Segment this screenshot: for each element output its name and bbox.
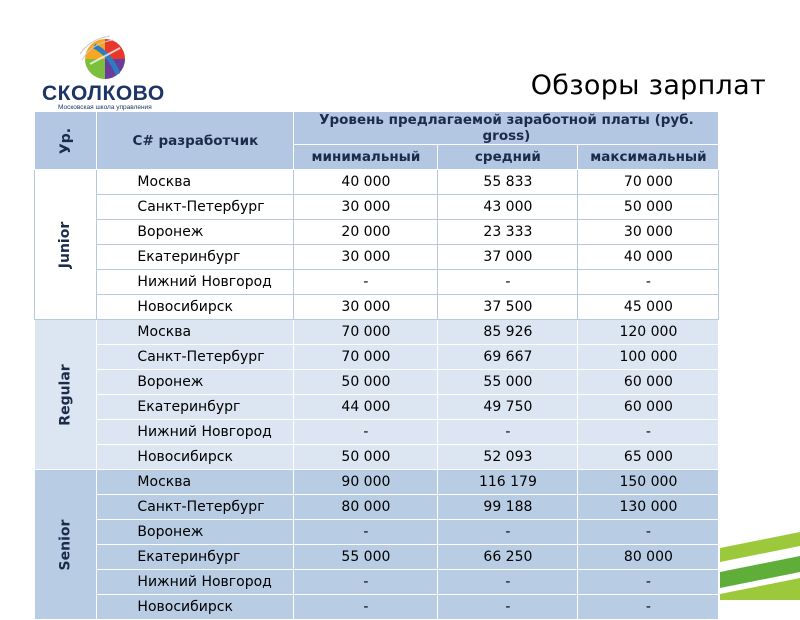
max-cell: -	[578, 595, 719, 620]
min-cell: 70 000	[294, 345, 438, 370]
city-cell: Воронеж	[97, 520, 294, 545]
max-cell: 150 000	[578, 470, 719, 495]
city-cell: Москва	[97, 170, 294, 195]
city-cell: Санкт-Петербург	[97, 495, 294, 520]
min-cell: 50 000	[294, 370, 438, 395]
city-cell: Екатеринбург	[97, 395, 294, 420]
header-min: минимальный	[294, 145, 438, 170]
table-row	[35, 370, 719, 395]
min-cell: -	[294, 520, 438, 545]
avg-cell: 23 333	[438, 220, 578, 245]
avg-cell: 52 093	[438, 445, 578, 470]
max-cell: 60 000	[578, 370, 719, 395]
max-cell: 65 000	[578, 445, 719, 470]
city-cell: Нижний Новгород	[97, 420, 294, 445]
city-cell: Санкт-Петербург	[97, 195, 294, 220]
table-row	[35, 595, 719, 620]
table-row	[35, 420, 719, 445]
table-row	[35, 295, 719, 320]
level-cell: Senior	[35, 470, 97, 620]
min-cell: -	[294, 570, 438, 595]
max-cell: -	[578, 270, 719, 295]
table-row	[35, 495, 719, 520]
header-salary-group: Уровень предлагаемой заработной платы (руб. gross)	[294, 112, 719, 145]
max-cell: 45 000	[578, 295, 719, 320]
group-senior	[35, 470, 719, 620]
max-cell: 60 000	[578, 395, 719, 420]
table-row	[35, 520, 719, 545]
header-level: Ур.	[35, 112, 97, 170]
group-junior	[35, 170, 719, 320]
min-cell: 50 000	[294, 445, 438, 470]
city-cell: Москва	[97, 470, 294, 495]
min-cell: 30 000	[294, 295, 438, 320]
decorative-stripes-icon	[720, 510, 800, 600]
city-cell: Новосибирск	[97, 295, 294, 320]
avg-cell: 37 000	[438, 245, 578, 270]
avg-cell: 116 179	[438, 470, 578, 495]
avg-cell: 43 000	[438, 195, 578, 220]
min-cell: 44 000	[294, 395, 438, 420]
skolkovo-logo-icon	[80, 34, 130, 84]
table-row	[35, 345, 719, 370]
city-cell: Воронеж	[97, 220, 294, 245]
min-cell: 55 000	[294, 545, 438, 570]
max-cell: 30 000	[578, 220, 719, 245]
group-regular	[35, 320, 719, 470]
city-cell: Екатеринбург	[97, 545, 294, 570]
city-cell: Нижний Новгород	[97, 270, 294, 295]
avg-cell: -	[438, 420, 578, 445]
table-row	[35, 470, 719, 495]
max-cell: 120 000	[578, 320, 719, 345]
avg-cell: -	[438, 595, 578, 620]
salary-table	[34, 111, 719, 620]
city-cell: Екатеринбург	[97, 245, 294, 270]
min-cell: 80 000	[294, 495, 438, 520]
max-cell: 130 000	[578, 495, 719, 520]
avg-cell: -	[438, 520, 578, 545]
table-row	[35, 220, 719, 245]
max-cell: 80 000	[578, 545, 719, 570]
city-cell: Нижний Новгород	[97, 570, 294, 595]
avg-cell: 49 750	[438, 395, 578, 420]
table-row	[35, 170, 719, 195]
table-row	[35, 445, 719, 470]
page-title: Обзоры зарплат	[530, 70, 766, 101]
max-cell: 40 000	[578, 245, 719, 270]
header-role: C# разработчик	[97, 112, 294, 170]
city-cell: Новосибирск	[97, 445, 294, 470]
min-cell: 30 000	[294, 195, 438, 220]
level-cell: Regular	[35, 320, 97, 470]
skolkovo-logo	[38, 32, 168, 112]
avg-cell: 69 667	[438, 345, 578, 370]
min-cell: -	[294, 270, 438, 295]
avg-cell: -	[438, 270, 578, 295]
header-avg: средний	[438, 145, 578, 170]
logo-wordmark: СКОЛКОВО	[42, 82, 165, 105]
table-row	[35, 570, 719, 595]
city-cell: Москва	[97, 320, 294, 345]
max-cell: 50 000	[578, 195, 719, 220]
max-cell: -	[578, 520, 719, 545]
max-cell: -	[578, 570, 719, 595]
city-cell: Новосибирск	[97, 595, 294, 620]
min-cell: -	[294, 595, 438, 620]
min-cell: 70 000	[294, 320, 438, 345]
max-cell: -	[578, 420, 719, 445]
avg-cell: 37 500	[438, 295, 578, 320]
avg-cell: 55 833	[438, 170, 578, 195]
table-row	[35, 195, 719, 220]
city-cell: Воронеж	[97, 370, 294, 395]
level-cell: Junior	[35, 170, 97, 320]
avg-cell: -	[438, 570, 578, 595]
max-cell: 70 000	[578, 170, 719, 195]
header-max: максимальный	[578, 145, 719, 170]
min-cell: 90 000	[294, 470, 438, 495]
avg-cell: 99 188	[438, 495, 578, 520]
min-cell: 30 000	[294, 245, 438, 270]
table-row	[35, 245, 719, 270]
table-row	[35, 320, 719, 345]
table-row	[35, 395, 719, 420]
avg-cell: 66 250	[438, 545, 578, 570]
min-cell: 40 000	[294, 170, 438, 195]
avg-cell: 55 000	[438, 370, 578, 395]
max-cell: 100 000	[578, 345, 719, 370]
avg-cell: 85 926	[438, 320, 578, 345]
logo-subtitle: Московская школа управления	[58, 104, 152, 111]
table-row	[35, 545, 719, 570]
city-cell: Санкт-Петербург	[97, 345, 294, 370]
min-cell: 20 000	[294, 220, 438, 245]
table-row	[35, 270, 719, 295]
min-cell: -	[294, 420, 438, 445]
